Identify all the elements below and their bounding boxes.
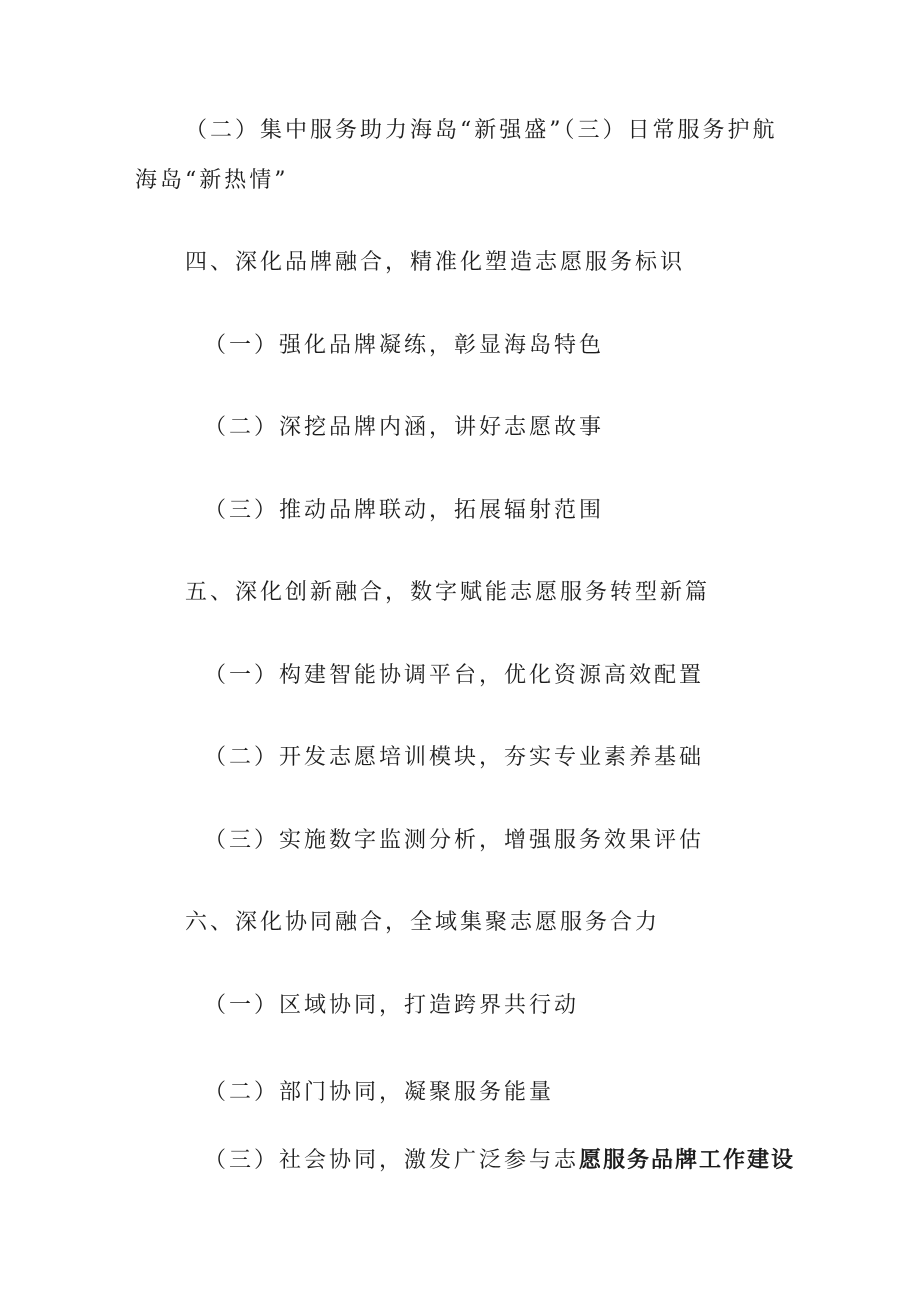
section-6-item-3-lead: （三）社会协同，激发广泛参与志 xyxy=(204,1148,580,1173)
section-6-item-1: （一）区域协同，打造跨界共行动 xyxy=(204,993,580,1018)
subsection-2-3-line2: 海岛“新热情” xyxy=(135,168,289,193)
section-4-heading: 四、深化品牌融合，精准化塑造志愿服务标识 xyxy=(185,250,686,275)
section-5-item-2: （二）开发志愿培训模块，夯实专业素养基础 xyxy=(204,745,705,770)
section-4-item-1: （一）强化品牌凝练，彰显海岛特色 xyxy=(204,333,605,358)
section-6-heading: 六、深化协同融合，全域集聚志愿服务合力 xyxy=(185,910,661,935)
section-6-item-3 xyxy=(204,1145,795,1176)
section-5-item-3: （三）实施数字监测分析，增强服务效果评估 xyxy=(204,828,705,853)
section-4-item-3: （三）推动品牌联动，拓展辐射范围 xyxy=(204,498,605,523)
section-6-item-2: （二）部门协同，凝聚服务能量 xyxy=(204,1080,555,1105)
section-4-item-2: （二）深挖品牌内涵，讲好志愿故事 xyxy=(204,415,605,440)
section-5-item-1: （一）构建智能协调平台，优化资源高效配置 xyxy=(204,663,705,688)
subsection-2-3-line1: （二）集中服务助力海岛“新强盛”（三）日常服务护航 xyxy=(185,118,778,143)
section-6-item-3-tail: 愿服务品牌工作建设 xyxy=(579,1147,796,1173)
section-5-heading: 五、深化创新融合，数字赋能志愿服务转型新篇 xyxy=(185,580,711,605)
